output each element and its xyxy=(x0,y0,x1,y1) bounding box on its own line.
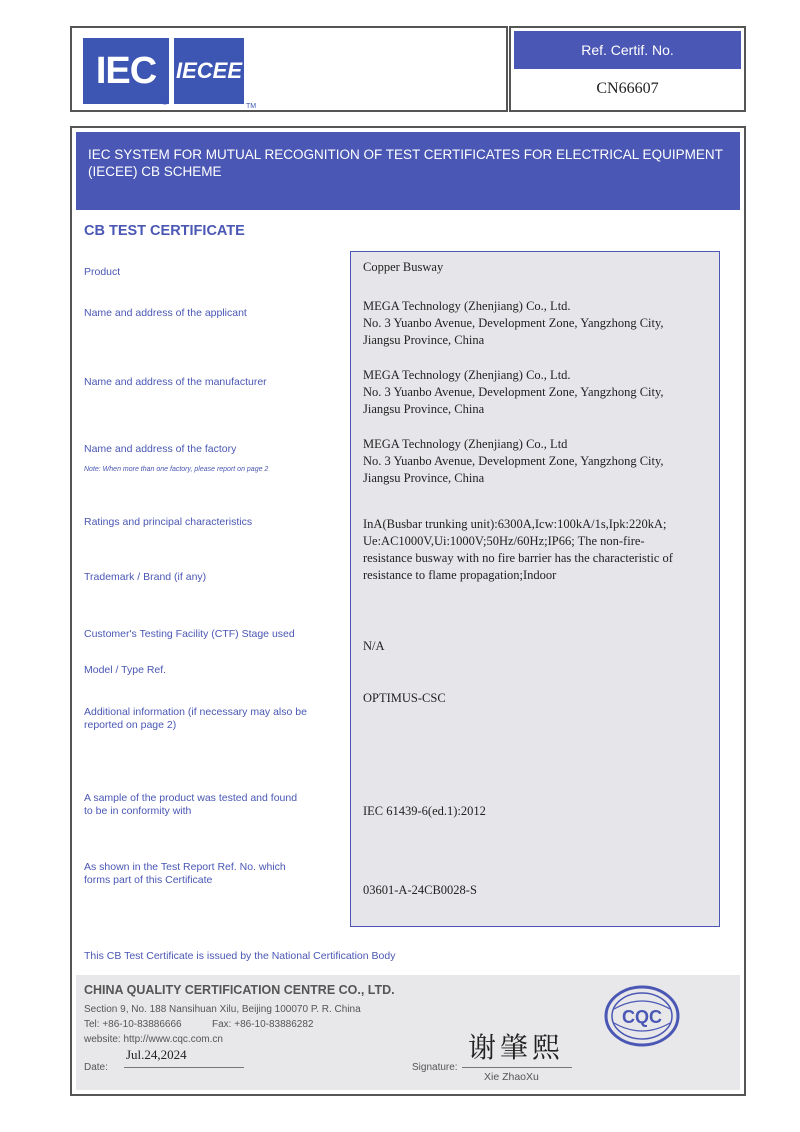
trademark-mark: TM xyxy=(246,103,257,110)
value-factory: MEGA Technology (Zhenjiang) Co., Ltd No. 3 Yuanbo Avenue, Development Zone, Yangzhong City, Jiangsu Province, China xyxy=(363,437,664,485)
date-label: Date: xyxy=(84,1062,108,1073)
label-report: As shown in the Test Report Ref. No. which forms part of this Certificate xyxy=(84,861,286,886)
date-value: Jul.24,2024 xyxy=(126,1047,187,1062)
signature-line xyxy=(462,1067,572,1068)
issued-by: This CB Test Certificate is issued by the National Certification Body xyxy=(84,950,396,962)
label-manufacturer: Name and address of the manufacturer xyxy=(84,376,267,388)
svg-text:CQC: CQC xyxy=(622,1007,662,1027)
cqc-logo xyxy=(604,985,680,1047)
label-product: Product xyxy=(84,266,121,278)
issuer-tel: Tel: +86-10-83886666 xyxy=(84,1019,182,1030)
issuer-fax: Fax: +86-10-83886282 xyxy=(212,1019,314,1030)
ref-number: CN66607 xyxy=(514,72,741,106)
value-ctf: N/A xyxy=(363,639,385,653)
value-report-no: 03601-A-24CB0028-S xyxy=(363,883,477,897)
certificate-title: CB TEST CERTIFICATE xyxy=(84,223,245,239)
label-conformity: A sample of the product was tested and found to be in conformity with xyxy=(84,792,298,817)
signer-name: Xie ZhaoXu xyxy=(484,1071,539,1083)
iec-logo: IEC xyxy=(83,38,169,104)
label-ctf: Customer's Testing Facility (CTF) Stage used xyxy=(84,628,295,640)
iecee-logo: IECEE xyxy=(174,38,244,104)
label-ratings: Ratings and principal characteristics xyxy=(84,516,253,528)
value-manufacturer: MEGA Technology (Zhenjiang) Co., Ltd. No. 3 Yuanbo Avenue, Development Zone, Yangzhong City, Jiangsu Province, China xyxy=(363,368,664,416)
issuer-address: Section 9, No. 188 Nansihuan Xilu, Beijing 100070 P. R. China xyxy=(84,1004,361,1015)
values-panel xyxy=(350,251,720,927)
value-applicant: MEGA Technology (Zhenjiang) Co., Ltd. No. 3 Yuanbo Avenue, Development Zone, Yangzhong City, Jiangsu Province, China xyxy=(363,299,664,347)
value-standard: IEC 61439-6(ed.1):2012 xyxy=(363,804,486,818)
value-product: Copper Busway xyxy=(363,260,444,274)
signature-label: Signature: xyxy=(412,1062,458,1073)
label-applicant: Name and address of the applicant xyxy=(84,307,247,319)
issuer-website[interactable]: website: http://www.cqc.com.cn xyxy=(84,1034,223,1045)
label-additional: Additional information (if necessary may also be reported on page 2) xyxy=(84,706,307,731)
label-trademark: Trademark / Brand (if any) xyxy=(84,571,207,583)
label-factory: Name and address of the factory xyxy=(84,443,237,455)
value-model: OPTIMUS-CSC xyxy=(363,691,446,705)
handwritten-signature: 谢肇熙 xyxy=(468,1031,565,1064)
ref-label: Ref. Certif. No. xyxy=(514,31,741,69)
scheme-banner: IEC SYSTEM FOR MUTUAL RECOGNITION OF TEST CERTIFICATES FOR ELECTRICAL EQUIPMENT (IECEE) CB SCHEME xyxy=(76,132,740,210)
date-line xyxy=(124,1067,244,1068)
registered-mark: ® xyxy=(162,98,168,107)
issuer-name: CHINA QUALITY CERTIFICATION CENTRE CO., LTD. xyxy=(84,983,395,997)
value-ratings: InA(Busbar trunking unit):6300A,Icw:100kA/1s,Ipk:220kA; Ue:AC1000V,Ui:1000V;50Hz/60Hz;IP66; The non-fire- resistance busway with no fire barrier has the characteristic of resistance to flame propagation;Indoor xyxy=(363,517,673,582)
label-model: Model / Type Ref. xyxy=(84,664,167,676)
factory-note: Note: When more than one factory, please report on page 2 xyxy=(84,466,269,473)
